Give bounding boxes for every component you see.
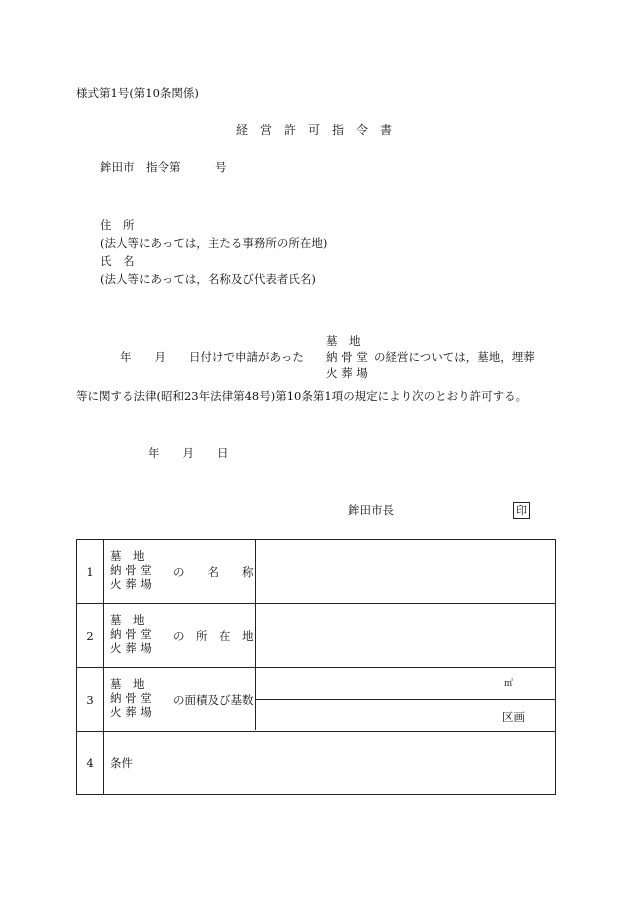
name-label: 氏 名 xyxy=(100,254,135,268)
seal-stamp: 印 xyxy=(513,502,530,519)
permit-details-table xyxy=(76,539,556,795)
issue-date: 年 月 日 xyxy=(148,446,229,460)
table-row-1-item: の 名 称 xyxy=(173,565,254,579)
table-row-4-label: 条件 xyxy=(110,756,133,770)
name-note: (法人等にあっては，名称及び代表者氏名) xyxy=(100,272,316,286)
facility-type-ossuary: 納 骨 堂 xyxy=(326,350,368,364)
address-note: (法人等にあっては，主たる事務所の所在地) xyxy=(100,236,328,250)
table-row-1-types: 墓 地 納 骨 堂 火 葬 場 xyxy=(110,549,152,591)
issuer-name: 鉾田市長 xyxy=(348,503,394,517)
table-row-3-types: 墓 地 納 骨 堂 火 葬 場 xyxy=(110,677,152,719)
body-line-2: 等に関する法律(昭和23年法律第48号)第10条第1項の規定により次のとおり許可する。 xyxy=(76,389,528,403)
table-subrow-divider xyxy=(255,699,555,700)
table-row-1-number: 1 xyxy=(86,565,94,579)
address-label: 住 所 xyxy=(100,218,135,232)
document-title: 経 営 許 可 指 令 書 xyxy=(236,123,393,137)
directive-number: 鉾田市 指令第 号 xyxy=(100,160,227,174)
table-row-2-item: の 所 在 地 xyxy=(173,629,254,643)
table-row-divider xyxy=(77,603,555,604)
area-unit: ㎡ xyxy=(504,679,514,689)
table-row-4-number: 4 xyxy=(86,756,94,770)
table-row-3-item: の面積及び基数 xyxy=(173,693,254,707)
facility-type-cemetery: 墓 地 xyxy=(326,334,361,348)
facility-type-crematorium: 火 葬 場 xyxy=(326,366,368,380)
table-column-divider xyxy=(255,540,256,730)
table-row-divider xyxy=(77,731,555,732)
table-row-divider xyxy=(77,667,555,668)
table-row-2-types: 墓 地 納 骨 堂 火 葬 場 xyxy=(110,613,152,655)
application-date-phrase: 年 月 日付けで申請があった xyxy=(120,350,304,364)
table-row-3-number: 3 xyxy=(86,693,94,707)
body-suffix: の経営については，墓地，埋葬 xyxy=(374,350,535,364)
table-row-2-number: 2 xyxy=(86,629,94,643)
form-number: 様式第1号(第10条関係) xyxy=(76,86,199,100)
plots-unit: 区画 xyxy=(502,710,525,724)
